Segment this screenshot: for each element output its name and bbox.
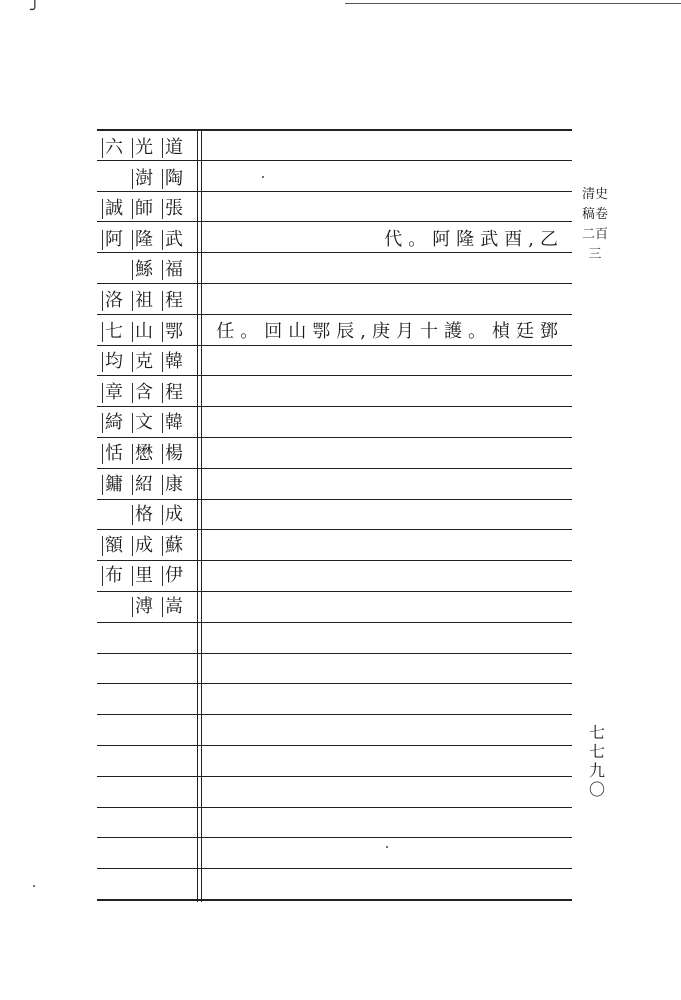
name-cell: [97, 592, 197, 622]
name-char: 鄂: [165, 320, 183, 342]
name-char: 韓: [165, 412, 183, 434]
margin-mark: ╯: [30, 0, 40, 19]
table-row: [97, 531, 572, 561]
name-cell: [97, 317, 197, 347]
name-cell: [97, 347, 197, 377]
table-row: [97, 133, 572, 163]
speck: [33, 885, 35, 887]
name-char: 懋: [135, 443, 153, 464]
chapter-title: 清史稿卷二百三: [582, 187, 609, 262]
name-char: 均: [105, 351, 123, 373]
name-cell: [97, 561, 197, 591]
row-rule: [97, 653, 572, 654]
name-char: 蘇: [165, 534, 183, 556]
row-rule: [97, 714, 572, 715]
name-char: 格: [135, 504, 153, 526]
name-char: 七: [105, 320, 123, 342]
name-char: 恬: [105, 443, 123, 464]
name-char: 誠: [105, 198, 123, 220]
name-char: 程: [165, 381, 183, 403]
name-char: 鏞: [105, 473, 123, 495]
name-char: 成: [165, 504, 183, 526]
name-cell: [97, 408, 197, 438]
row-rule: [97, 868, 572, 869]
name-char: 成: [135, 534, 153, 556]
name-cell: [97, 378, 197, 408]
name-char: 康: [165, 473, 183, 495]
name-char: 六: [105, 137, 123, 158]
table-row: [97, 470, 572, 500]
row-rule: [97, 776, 572, 777]
name-char: 陶: [165, 167, 183, 189]
name-cell: [97, 133, 197, 163]
name-cell: [97, 164, 197, 194]
row-rule: [97, 129, 572, 131]
event-text: 代。阿隆武酉,乙: [384, 228, 564, 250]
table-row: [97, 194, 572, 224]
name-char: 武: [165, 228, 183, 250]
name-char: 章: [105, 381, 123, 403]
name-char: 里: [135, 565, 153, 587]
name-char: 伊: [165, 565, 183, 587]
name-char: 師: [135, 198, 153, 220]
row-rule: [97, 745, 572, 746]
table-row: [97, 286, 572, 316]
name-char: 額: [105, 534, 123, 556]
row-rule: [97, 807, 572, 808]
name-char: 程: [165, 290, 183, 311]
name-char: 光: [135, 137, 153, 158]
top-border-line: [345, 3, 681, 4]
name-char: 鯀: [135, 259, 153, 281]
name-char: 福: [165, 259, 183, 281]
name-cell: [97, 255, 197, 285]
table-row: [97, 592, 572, 622]
table-row: [97, 347, 572, 377]
name-char: 嵩: [165, 596, 183, 617]
name-char: 洛: [105, 290, 123, 311]
name-char: 道: [165, 137, 183, 158]
table-row: [97, 317, 572, 347]
row-rule: [97, 899, 572, 901]
name-char: 隆: [135, 228, 153, 250]
name-char: 祖: [135, 290, 153, 311]
name-char: 阿: [105, 228, 123, 250]
name-cell: [97, 500, 197, 530]
name-cell: [97, 439, 197, 469]
name-char: 綺: [105, 412, 123, 434]
name-char: 張: [165, 198, 183, 220]
name-cell: [97, 194, 197, 224]
name-char: 文: [135, 412, 153, 434]
table-row: [97, 164, 572, 194]
name-char: 澍: [135, 167, 153, 189]
table-row: [97, 408, 572, 438]
name-char: 克: [135, 351, 153, 373]
name-cell: [97, 225, 197, 255]
event-text: 任。回山鄂辰,庚月十護。楨廷鄧: [216, 320, 564, 342]
table-row: [97, 255, 572, 285]
speck: [262, 176, 264, 178]
name-char: 紹: [135, 473, 153, 495]
name-char: 含: [135, 381, 153, 403]
table-row: [97, 500, 572, 530]
name-cell: [97, 286, 197, 316]
name-char: 韓: [165, 351, 183, 373]
table-row: [97, 439, 572, 469]
table-row: [97, 378, 572, 408]
row-rule: [97, 837, 572, 838]
row-rule: [97, 683, 572, 684]
table-row: [97, 225, 572, 255]
name-char: 布: [105, 565, 123, 587]
name-cell: [97, 470, 197, 500]
page-number: 七七九〇: [588, 723, 605, 799]
name-cell: [97, 531, 197, 561]
name-char: 山: [135, 320, 153, 342]
speck: [386, 846, 388, 848]
name-char: 溥: [135, 596, 153, 617]
table-row: [97, 561, 572, 591]
official-table: [97, 129, 572, 902]
name-char: 楊: [165, 443, 183, 464]
